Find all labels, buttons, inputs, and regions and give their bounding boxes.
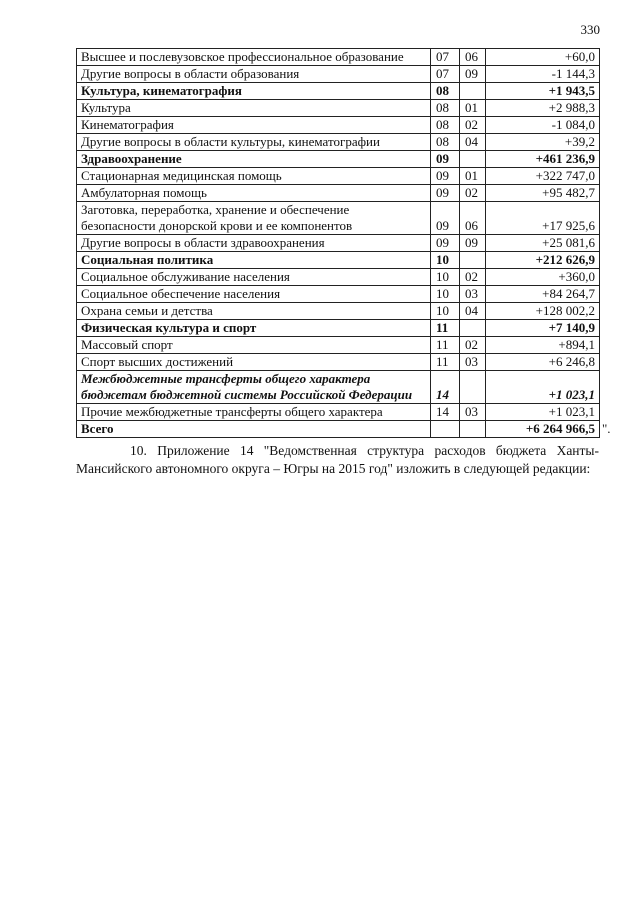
amount-cell: +1 023,1 (486, 404, 600, 421)
table-row (77, 235, 600, 252)
row-name-cell: Другие вопросы в области культуры, кинематографии (77, 134, 431, 151)
amount-cell: -1 144,3 (486, 66, 600, 83)
section-code-cell: 11 (431, 354, 460, 371)
subsection-code-cell: 02 (460, 337, 486, 354)
row-name-cell: Другие вопросы в области образования (77, 66, 431, 83)
section-code-cell: 14 (431, 404, 460, 421)
page-number: 330 (580, 22, 600, 37)
section-code-cell (431, 421, 460, 438)
table-row (77, 286, 600, 303)
row-name-cell: Всего (77, 421, 431, 438)
table-row (77, 337, 600, 354)
table-row (77, 49, 600, 66)
section-code-cell: 10 (431, 252, 460, 269)
section-code-cell: 09 (431, 168, 460, 185)
amount-cell: -1 084,0 (486, 117, 600, 134)
table-row (77, 404, 600, 421)
section-code-cell: 07 (431, 66, 460, 83)
table-row (77, 202, 600, 235)
amount-cell: +60,0 (486, 49, 600, 66)
row-name-cell: Кинематография (77, 117, 431, 134)
row-name-cell: Прочие межбюджетные трансферты общего характера (77, 404, 431, 421)
section-code-cell: 09 (431, 185, 460, 202)
subsection-code-cell: 03 (460, 286, 486, 303)
row-name-cell: Охрана семьи и детства (77, 303, 431, 320)
amount-cell: +1 023,1 (486, 371, 600, 404)
amount-cell: +39,2 (486, 134, 600, 151)
table-row (77, 185, 600, 202)
amount-cell: +461 236,9 (486, 151, 600, 168)
table-row (77, 421, 600, 438)
subsection-code-cell: 09 (460, 235, 486, 252)
amount-cell: +84 264,7 (486, 286, 600, 303)
row-name-cell: Здравоохранение (77, 151, 431, 168)
subsection-code-cell (460, 371, 486, 404)
row-name-cell: Социальная политика (77, 252, 431, 269)
section-code-cell: 08 (431, 100, 460, 117)
table-row (77, 320, 600, 337)
section-code-cell: 09 (431, 151, 460, 168)
subsection-code-cell: 04 (460, 134, 486, 151)
budget-table-body (77, 49, 600, 438)
subsection-code-cell: 03 (460, 404, 486, 421)
section-code-cell: 11 (431, 320, 460, 337)
amount-cell: +322 747,0 (486, 168, 600, 185)
subsection-code-cell: 02 (460, 117, 486, 134)
row-name-cell: Социальное обеспечение населения (77, 286, 431, 303)
table-row (77, 371, 600, 404)
amount-cell: +128 002,2 (486, 303, 600, 320)
table-row (77, 151, 600, 168)
row-name-cell: Высшее и послевузовское профессиональное образование (77, 49, 431, 66)
amount-cell: +6 246,8 (486, 354, 600, 371)
table-row (77, 168, 600, 185)
subsection-code-cell: 09 (460, 66, 486, 83)
subsection-code-cell: 06 (460, 49, 486, 66)
subsection-code-cell (460, 320, 486, 337)
section-code-cell: 09 (431, 202, 460, 235)
amount-cell: +1 943,5 (486, 83, 600, 100)
amendment-paragraph: 10. Приложение 14 "Ведомственная структура расходов бюджета Ханты-Мансийского автономного округа – Югры на 2015 год" изложить в следующей редакции: (76, 443, 599, 476)
amount-cell: +360,0 (486, 269, 600, 286)
row-name-cell: Культура (77, 100, 431, 117)
subsection-code-cell: 02 (460, 185, 486, 202)
section-code-cell: 10 (431, 269, 460, 286)
table-row (77, 303, 600, 320)
subsection-code-cell: 02 (460, 269, 486, 286)
section-code-cell: 11 (431, 337, 460, 354)
section-code-cell: 08 (431, 83, 460, 100)
budget-table (76, 48, 600, 438)
table-row (77, 100, 600, 117)
table-row (77, 83, 600, 100)
amount-cell: +212 626,9 (486, 252, 600, 269)
row-name-cell: Спорт высших достижений (77, 354, 431, 371)
row-name-cell: Другие вопросы в области здравоохранения (77, 235, 431, 252)
section-code-cell: 14 (431, 371, 460, 404)
row-name-cell: Социальное обслуживание населения (77, 269, 431, 286)
subsection-code-cell: 03 (460, 354, 486, 371)
table-row (77, 252, 600, 269)
amount-cell: +95 482,7 (486, 185, 600, 202)
amount-cell: +17 925,6 (486, 202, 600, 235)
section-code-cell: 09 (431, 235, 460, 252)
section-code-cell: 10 (431, 286, 460, 303)
amount-cell: +894,1 (486, 337, 600, 354)
table-row (77, 354, 600, 371)
subsection-code-cell (460, 252, 486, 269)
amount-cell: +2 988,3 (486, 100, 600, 117)
table-row (77, 269, 600, 286)
section-code-cell: 10 (431, 303, 460, 320)
row-name-cell: Межбюджетные трансферты общего характера бюджетам бюджетной системы Российской Федерации (77, 371, 431, 404)
amount-cell: +25 081,6 (486, 235, 600, 252)
section-code-cell: 07 (431, 49, 460, 66)
subsection-code-cell: 06 (460, 202, 486, 235)
table-row (77, 134, 600, 151)
amount-cell: +7 140,9 (486, 320, 600, 337)
subsection-code-cell (460, 151, 486, 168)
row-name-cell: Стационарная медицинская помощь (77, 168, 431, 185)
row-name-cell: Культура, кинематография (77, 83, 431, 100)
table-row (77, 66, 600, 83)
subsection-code-cell: 01 (460, 100, 486, 117)
amount-cell: +6 264 966,5 (486, 421, 600, 438)
section-code-cell: 08 (431, 117, 460, 134)
row-name-cell: Массовый спорт (77, 337, 431, 354)
row-name-cell: Физическая культура и спорт (77, 320, 431, 337)
row-name-cell: Заготовка, переработка, хранение и обеспечение безопасности донорской крови и ее компонентов (77, 202, 431, 235)
subsection-code-cell: 04 (460, 303, 486, 320)
table-row (77, 117, 600, 134)
subsection-code-cell (460, 83, 486, 100)
row-name-cell: Амбулаторная помощь (77, 185, 431, 202)
closing-quote-mark: ". (602, 420, 611, 436)
subsection-code-cell: 01 (460, 168, 486, 185)
subsection-code-cell (460, 421, 486, 438)
section-code-cell: 08 (431, 134, 460, 151)
